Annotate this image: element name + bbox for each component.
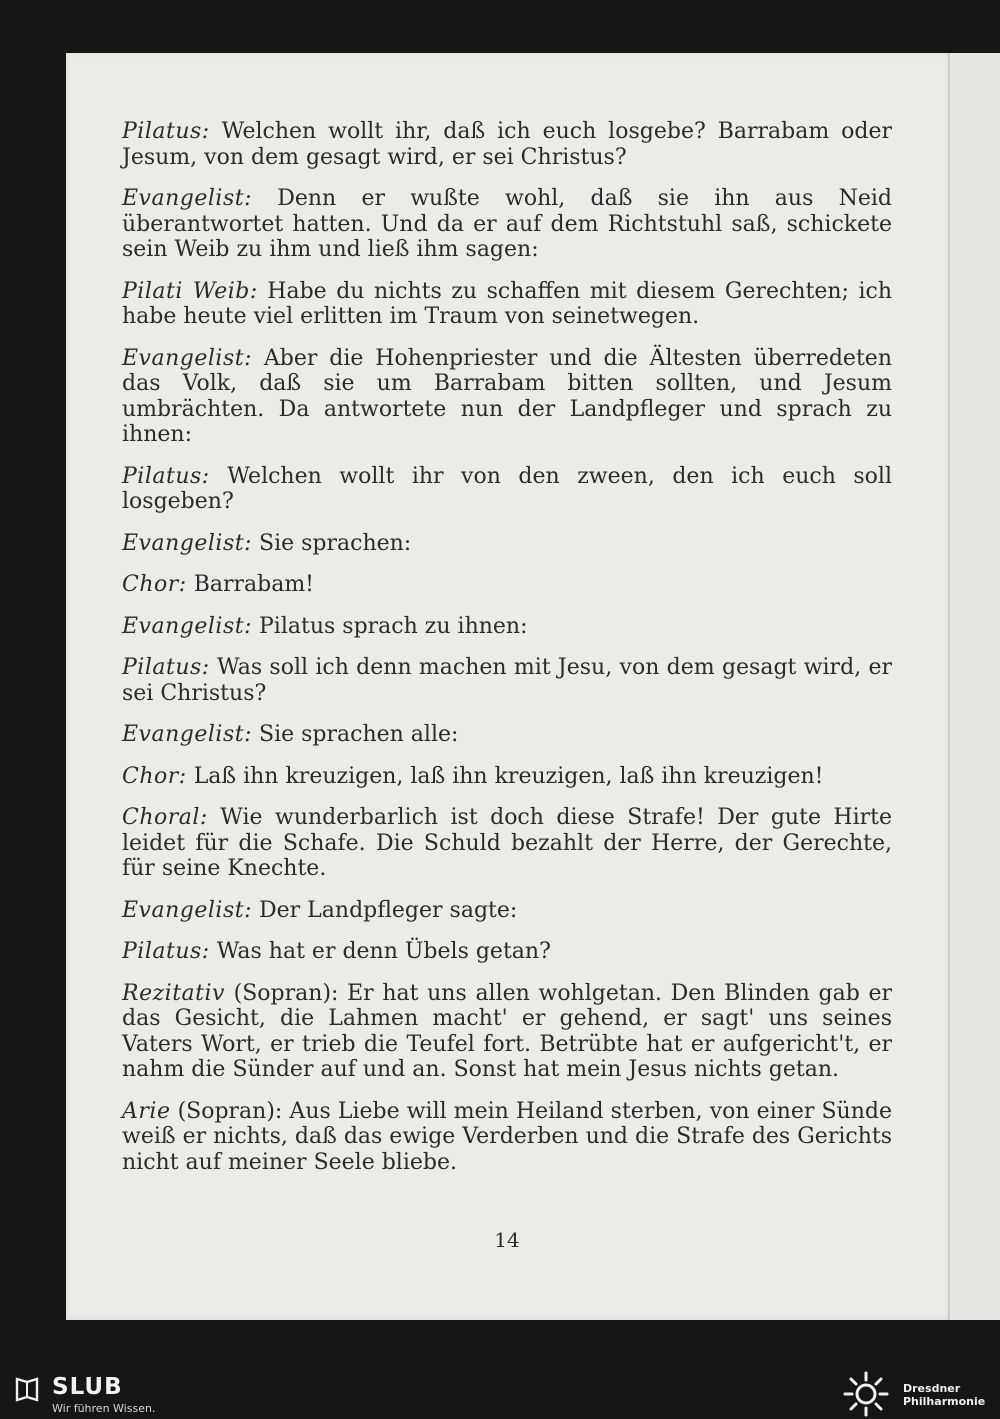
slub-tagline: Wir führen Wissen. [52, 1402, 156, 1415]
speaker: Arie [122, 1098, 171, 1124]
paragraph [122, 119, 892, 170]
speech: Laß ihn kreuzigen, laß ihn kreuzigen, laß ihn kreuzigen! [193, 763, 824, 789]
philharmonie-line2: Philharmonie [903, 1395, 986, 1408]
philharmonie-sun-icon [842, 1370, 890, 1418]
speech: Welchen wollt ihr von den zween, den ich euch soll losgeben? [122, 463, 892, 514]
paragraph [122, 186, 892, 263]
libretto-text [122, 119, 892, 1191]
paragraph [122, 531, 892, 557]
paragraph [122, 981, 892, 1083]
speech: Pilatus sprach zu ihnen: [259, 613, 528, 639]
speech: Welchen wollt ihr, daß ich euch losgebe? Barrabam oder Jesum, von dem gesagt wird, er sei Christus? [122, 119, 892, 170]
speaker: Evangelist: [122, 186, 252, 211]
speaker: Pilatus: [122, 119, 210, 144]
speaker: Chor: [122, 763, 187, 789]
slub-book-icon [14, 1376, 40, 1402]
speech: Der Landpfleger sagte: [259, 897, 518, 923]
speaker: Pilatus: [122, 939, 210, 964]
speech: Habe du nichts zu schaffen mit diesem Gerechten; ich habe heute viel erlitten im Traum von seinetwegen. [122, 278, 892, 329]
paragraph [122, 939, 892, 965]
speech: (Sopran): Aus Liebe will mein Heiland sterben, von einer Sünde weiß er nichts, daß das ewige Verderben und die Strafe des Gerichts nicht auf meiner Seele bliebe. [122, 1098, 892, 1175]
speech: Sie sprachen alle: [259, 722, 459, 747]
speech: Aber die Hohenpriester und die Ältesten überredeten das Volk, daß sie um Barrabam bitten sollten, und Jesum umbrächten. Da antwortete nun der Landpfleger und sprach zu ihnen: [122, 345, 892, 447]
paragraph [122, 346, 892, 448]
speaker: Evangelist: [122, 345, 252, 371]
speaker: Pilatus: [122, 463, 210, 489]
slub-wordmark: SLUB [52, 1374, 123, 1400]
speaker: Evangelist: [122, 530, 252, 556]
speaker: Pilati Weib: [122, 278, 258, 304]
speaker: Evangelist: [122, 613, 252, 639]
paragraph [122, 805, 892, 882]
philharmonie-wordmark [903, 1382, 985, 1408]
paragraph [122, 655, 892, 706]
paragraph [122, 614, 892, 640]
philharmonie-line1: Dresdner [903, 1382, 961, 1395]
speech: Barrabam! [193, 572, 315, 597]
footer-bar [0, 1360, 1000, 1419]
paragraph [122, 279, 892, 330]
paragraph [122, 764, 892, 790]
document-page [66, 53, 948, 1320]
speech: Wie wunderbarlich ist doch diese Strafe! Der gute Hirte leidet für die Schafe. Die Schuld bezahlt der Herre, der Gerechte, für seine Knechte. [122, 805, 892, 881]
paragraph [122, 464, 892, 515]
page-number: 14 [494, 1228, 520, 1252]
paragraph [122, 722, 892, 748]
speech: Was soll ich denn machen mit Jesu, von dem gesagt wird, er sei Christus? [122, 655, 892, 706]
paragraph [122, 572, 892, 598]
paragraph [122, 1099, 892, 1176]
adjacent-page-edge [948, 53, 1000, 1320]
speaker: Evangelist: [122, 722, 252, 747]
speaker: Evangelist: [122, 897, 252, 923]
speaker: Chor: [122, 572, 187, 597]
speech: Denn er wußte wohl, daß sie ihn aus Neid überantwortet hatten. Und da er auf dem Richtstuhl saß, schickete sein Weib zu ihm und ließ ihm sagen: [122, 186, 892, 262]
speaker: Rezitativ [122, 980, 225, 1006]
speech: (Sopran): Er hat uns allen wohlgetan. Den Blinden gab er das Gesicht, die Lahmen macht' er gehend, er sagt' uns seines Vaters Wort, er trieb die Teufel fort. Betrübte hat er aufgericht't, er nahm die Sünder auf und an. Sonst hat mein Jesus nichts getan. [122, 980, 892, 1082]
paragraph [122, 898, 892, 924]
speaker: Choral: [122, 805, 208, 830]
speech: Sie sprachen: [259, 530, 412, 556]
speech: Was hat er denn Übels getan? [216, 939, 551, 964]
speaker: Pilatus: [122, 655, 210, 680]
